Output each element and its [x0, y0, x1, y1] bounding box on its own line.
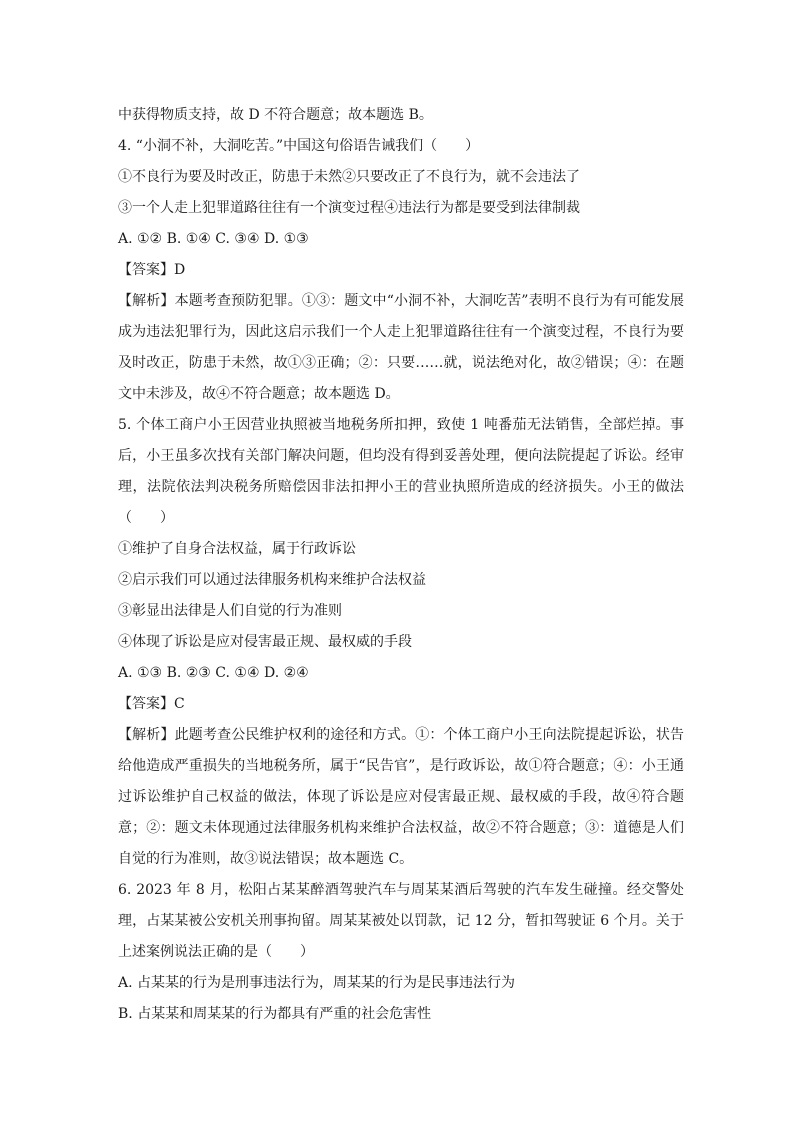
question-4-statements-1: ①不良行为要及时改正，防患于未然②只要改正了不良行为，就不会违法了 — [118, 169, 580, 185]
question-4-statements-2: ③一个人走上犯罪道路往往有一个演变过程④违法行为都是要受到法律制裁 — [118, 200, 580, 216]
question-5-statement-3: ③彰显出法律是人们自觉的行为准则 — [118, 603, 342, 619]
question-4-stem: 4. “小洞不补，大洞吃苦。”中国这句俗语告诫我们（ ） — [118, 138, 480, 154]
question-5-statement-2: ②启示我们可以通过法律服务机构来维护合法权益 — [118, 572, 426, 588]
question-4-answer: 【答案】D — [118, 262, 186, 278]
question-5-analysis: 【解析】此题考查公民维护权利的途径和方式。①：个体工商户小王向法院提起诉讼，状告给他造成严重损失的当地税务所，属于“民告官”，是行政诉讼，故①符合题意；④：小王通过诉讼维护自己权益的做法，体现了诉讼是应对侵害最正规、最权威的手段，故④符合题意；②：题文未体现通过法律服务机构来维护合法权益，故②不符合题意；③：道德是人们自觉的行为准则，故③说法错误；故本题选 C。 — [118, 727, 684, 867]
text-line: 中获得物质支持，故 D 不符合题意；故本题选 B。 — [118, 107, 433, 123]
question-5-answer: 【答案】C — [118, 696, 185, 712]
question-5-options: A. ①③ B. ②③ C. ①④ D. ②④ — [118, 665, 309, 681]
question-6-option-b: B. 占某某和周某某的行为都具有严重的社会危害性 — [118, 1006, 432, 1022]
question-5-stem: 5. 个体工商户小王因营业执照被当地税务所扣押，致使 1 吨番茄无法销售，全部烂掉。事后，小王虽多次找有关部门解决问题，但均没有得到妥善处理，便向法院提起了诉讼。经审理，法院依法判决税务所赔偿因非法扣押小王的营业执照所造成的经济损失。小王的做法（ ） — [118, 417, 684, 526]
question-6-stem: 6. 2023 年 8 月，松阳占某某醉酒驾驶汽车与周某某酒后驾驶的汽车发生碰撞。经交警处理，占某某被公安机关刑事拘留。周某某被处以罚款，记 12 分，暂扣驾驶证 6 个月。关于上述案例说法正确的是（ ） — [118, 882, 684, 960]
question-6-option-a: A. 占某某的行为是刑事违法行为，周某某的行为是民事违法行为 — [118, 975, 516, 991]
question-5-statement-4: ④体现了诉讼是应对侵害最正规、最权威的手段 — [118, 634, 412, 650]
question-5-statement-1: ①维护了自身合法权益，属于行政诉讼 — [118, 541, 356, 557]
question-4-options: A. ①② B. ①④ C. ③④ D. ①③ — [118, 231, 309, 247]
question-4-analysis: 【解析】本题考查预防犯罪。①③：题文中“小洞不补，大洞吃苦”表明不良行为有可能发展成为违法犯罪行为，因此这启示我们一个人走上犯罪道路往往有一个演变过程，不良行为要及时改正，防患于未然，故①③正确；②：只要……就，说法绝对化，故②错误；④：在题文中未涉及，故④不符合题意；故本题选 D。 — [118, 293, 684, 402]
